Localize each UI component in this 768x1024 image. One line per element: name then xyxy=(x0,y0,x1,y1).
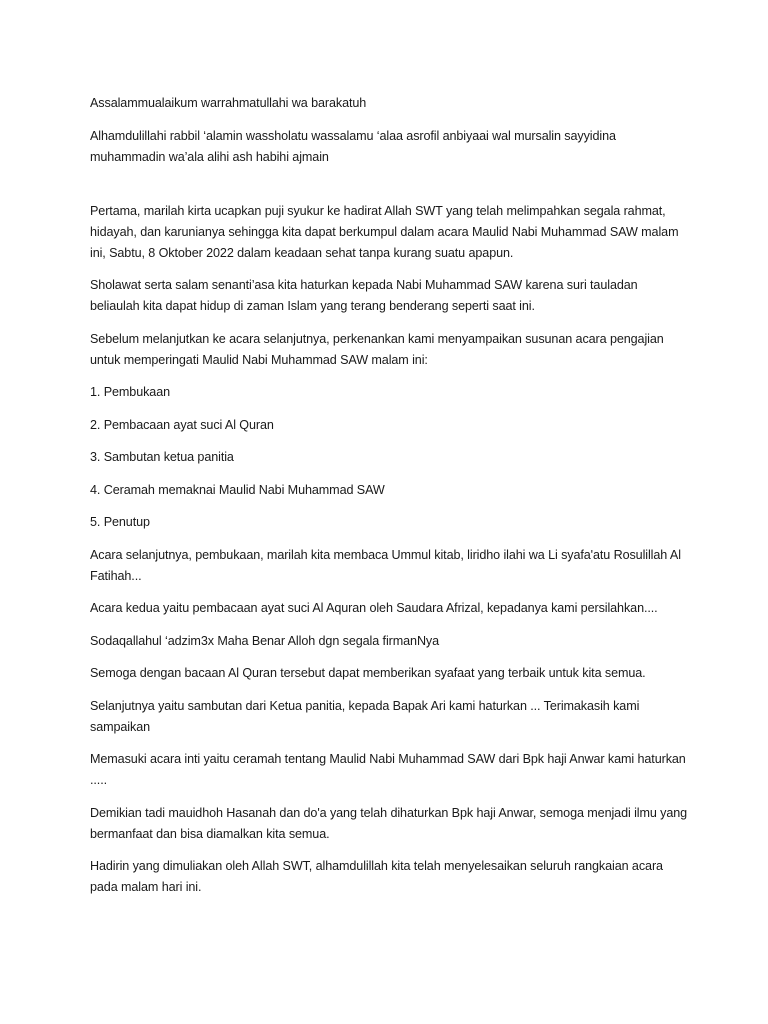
agenda-item-4: 4. Ceramah memaknai Maulid Nabi Muhammad SAW xyxy=(90,482,385,497)
greeting-paragraph: Assalammualaikum warrahmatullahi wa barakatuh xyxy=(90,96,367,110)
opening-fatihah-paragraph: Acara selanjutnya, pembukaan, marilah kita membaca Ummul kitab, liridho ilahi wa Li syafa'atu Rosulillah Al Fatihah... xyxy=(90,547,681,583)
sholawat-paragraph: Sholawat serta salam senanti’asa kita haturkan kepada Nabi Muhammad SAW karena suri tauladan beliaulah kita dapat hidup di zaman Islam yang terang benderang seperti saat ini. xyxy=(90,278,638,313)
lecture-closing-paragraph: Demikian tadi mauidhoh Hasanah dan do'a yang telah dihaturkan Bpk haji Anwar, semoga menjadi ilmu yang bermanfaat dan bisa diamalkan kita semua. xyxy=(90,805,688,841)
document-body xyxy=(90,93,690,910)
sodaqallah-paragraph: Sodaqallahul ‘adzim3x Maha Benar Alloh dgn segala firmanNya xyxy=(90,633,440,648)
agenda-item-1: 1. Pembukaan xyxy=(90,385,171,399)
main-lecture-paragraph: Memasuki acara inti yaitu ceramah tentang Maulid Nabi Muhammad SAW dari Bpk haji Anwar kami haturkan ..... xyxy=(90,752,686,787)
opening-prayer-paragraph: Alhamdulillahi rabbil ‘alamin wassholatu wassalamu ‘alaa asrofil anbiyaai wal mursalin sayyidina muhammadin wa’ala alihi ash habihi ajmain xyxy=(90,128,616,164)
agenda-item-5: 5. Penutup xyxy=(90,515,150,529)
gratitude-paragraph: Pertama, marilah kirta ucapkan puji syukur ke hadirat Allah SWT yang telah melimpahkan segala rahmat, hidayah, dan karunianya sehingga kita dapat berkumpul dalam acara Maulid Nabi Muhammad SAW malam ini, Sabtu, 8 Oktober 2022 dalam keadaan sehat tanpa kurang suatu apapun. xyxy=(90,203,679,260)
quran-recital-paragraph: Acara kedua yaitu pembacaan ayat suci Al Aquran oleh Saudara Afrizal, kepadanya kami persilahkan.... xyxy=(90,601,658,615)
agenda-item-2: 2. Pembacaan ayat suci Al Quran xyxy=(90,417,274,432)
agenda-intro-paragraph: Sebelum melanjutkan ke acara selanjutnya, perkenankan kami menyampaikan susunan acara pengajian untuk memperingati Maulid Nabi Muhammad SAW malam ini: xyxy=(90,331,664,367)
agenda-item-3: 3. Sambutan ketua panitia xyxy=(90,450,234,464)
committee-speech-paragraph: Selanjutnya yaitu sambutan dari Ketua panitia, kepada Bapak Ari kami haturkan ... Terimakasih kami sampaikan xyxy=(90,698,640,734)
quran-blessing-paragraph: Semoga dengan bacaan Al Quran tersebut dapat memberikan syafaat yang terbaik untuk kita semua. xyxy=(90,666,646,680)
closing-paragraph: Hadirin yang dimuliakan oleh Allah SWT, alhamdulillah kita telah menyelesaikan seluruh rangkaian acara pada malam hari ini. xyxy=(90,859,663,894)
